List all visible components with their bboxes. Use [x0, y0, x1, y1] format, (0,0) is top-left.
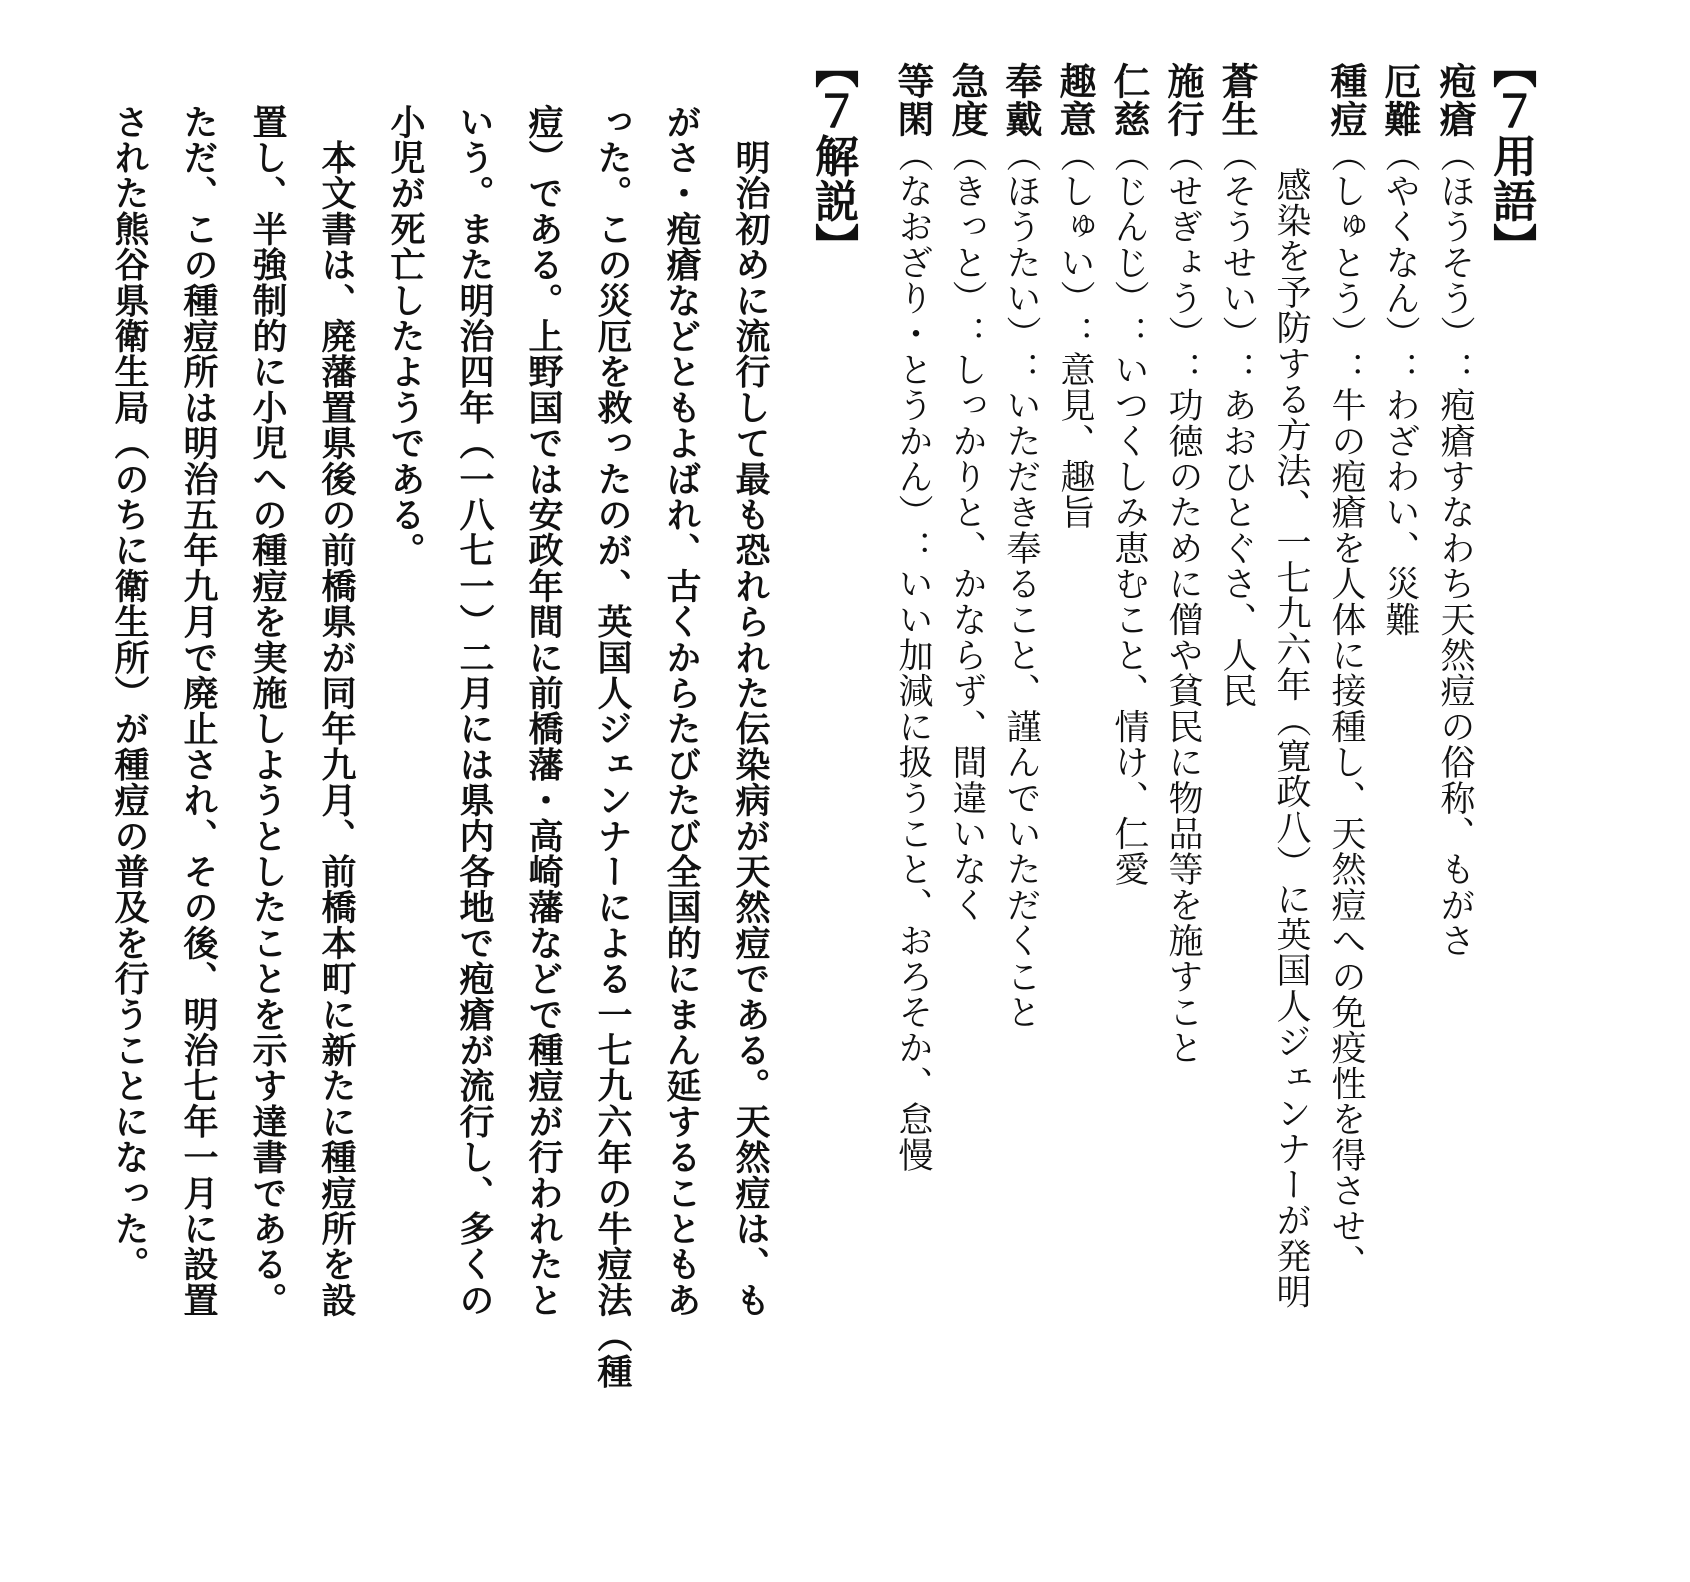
commentary-line: 本文書は、廃藩置県後の前橋県が同年九月、前橋本町に新たに種痘所を設 [316, 104, 357, 1318]
glossary-term: 疱瘡 [1433, 62, 1477, 138]
glossary-entry [1053, 62, 1097, 531]
glossary-definition: ：意見、趣旨 [1055, 315, 1095, 531]
glossary-term: 奉戴 [999, 62, 1043, 138]
glossary-reading: （せぎょう） [1163, 137, 1203, 352]
commentary-line: 明治初めに流行して最も恐れられた伝染病が天然痘である。天然痘は、も [730, 104, 771, 1318]
glossary-reading: （きっと） [947, 137, 987, 316]
commentary-line: 置し、半強制的に小児への種痘を実施しようとしたことを示す達書である。 [247, 104, 288, 1318]
glossary-reading: （そうせい） [1217, 137, 1257, 352]
glossary-term: 仁慈 [1107, 62, 1151, 138]
glossary-heading: 【７用語】 [1485, 44, 1536, 268]
commentary-line: 小児が死亡したようである。 [385, 104, 426, 569]
glossary-reading: （しゅい） [1055, 137, 1095, 316]
glossary-entry [1378, 62, 1422, 638]
glossary-definition: ：わざわい、災難 [1380, 351, 1420, 638]
glossary-definition: ：いい加減に扱うこと、おろそか、怠慢 [893, 530, 933, 1173]
glossary-reading: （なおざり・とうかん） [893, 137, 933, 531]
commentary-line: いう。また明治四年（一八七一）二月には県内各地で疱瘡が流行し、多くの [454, 104, 495, 1318]
glossary-definition: ：いつくしみ恵むこと、情け、仁愛 [1109, 315, 1149, 888]
commentary-line: 痘）である。上野国では安政年間に前橋藩・高崎藩などで種痘が行われたと [523, 104, 564, 1318]
glossary-definition: ：功徳のために僧や貧民に物品等を施すこと [1163, 351, 1203, 1066]
commentary-line: ただ、この種痘所は明治五年九月で廃止され、その後、明治七年一月に設置 [178, 104, 219, 1318]
glossary-definition: ：しっかりと、かならず、間違いなく [947, 315, 987, 923]
glossary-definition: ：いただき奉ること、謹んでいただくこと [1001, 351, 1041, 1030]
glossary-reading: （じんじ） [1109, 137, 1149, 316]
glossary-term: 厄難 [1378, 62, 1422, 138]
glossary-entry [1433, 62, 1477, 959]
glossary-term: 趣意 [1053, 62, 1097, 138]
glossary-entry [1161, 62, 1205, 1066]
glossary-term: 種痘 [1324, 62, 1368, 138]
glossary-reading: （ほうたい） [1001, 137, 1041, 352]
glossary-term: 施行 [1161, 62, 1205, 138]
glossary-entry-continuation: 感染を予防する方法、一七九六年（寛政八）に英国人ジェンナーが発明 [1271, 167, 1311, 1310]
glossary-term: 急度 [945, 62, 989, 138]
glossary-term: 等閑 [891, 62, 935, 138]
glossary-definition: ：疱瘡すなわち天然痘の俗称、もがさ [1435, 351, 1475, 959]
glossary-reading: （しゅとう） [1326, 137, 1366, 352]
glossary-reading: （やくなん） [1380, 137, 1420, 352]
glossary-reading: （ほうそう） [1435, 137, 1475, 352]
commentary-heading: 【７解説】 [807, 44, 858, 268]
glossary-entry [1215, 62, 1259, 709]
commentary-line: った。この災厄を救ったのが、英国人ジェンナーによる一七九六年の牛痘法（種 [592, 104, 633, 1390]
glossary-entry [1107, 62, 1151, 888]
commentary-line: された熊谷県衛生局（のちに衛生所）が種痘の普及を行うことになった。 [109, 104, 150, 1283]
glossary-definition: ：あおひとぐさ、人民 [1217, 351, 1257, 709]
glossary-entry [891, 62, 935, 1173]
glossary-entry [945, 62, 989, 923]
glossary-entry [1324, 62, 1368, 1280]
glossary-entry [999, 62, 1043, 1030]
glossary-definition: ：牛の疱瘡を人体に接種し、天然痘への免疫性を得させ、 [1326, 351, 1366, 1280]
commentary-line: がさ・疱瘡などともよばれ、古くからたびたび全国的にまん延することもあ [661, 104, 702, 1318]
glossary-term: 蒼生 [1215, 62, 1259, 138]
